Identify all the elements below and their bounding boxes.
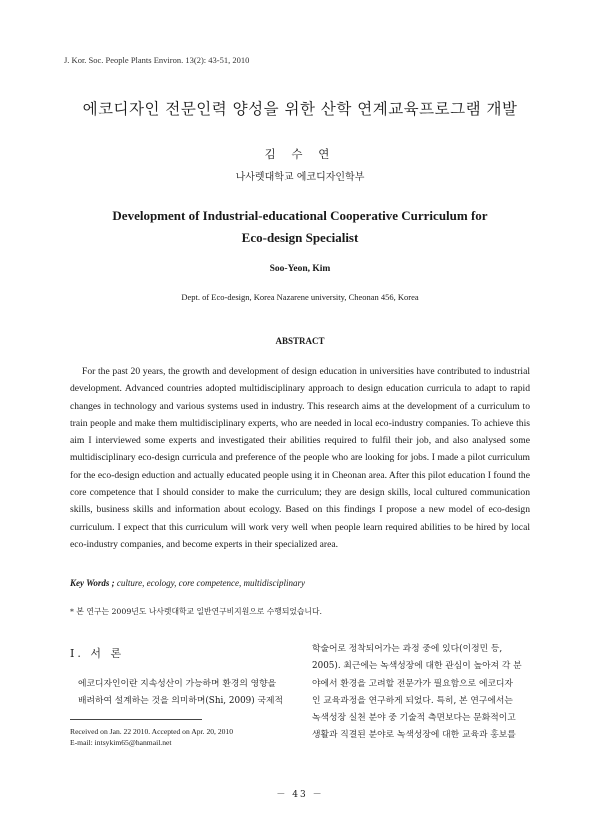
right-column-line: 2005). 최근에는 녹색성장에 대한 관심이 높아져 각 분	[312, 661, 522, 672]
english-title-line2: Eco-design Specialist	[241, 230, 359, 245]
email: E-mail: intsykim65@hanmail.net	[70, 738, 172, 747]
left-column	[78, 676, 316, 711]
abstract-body: For the past 20 years, the growth and development of design education in universities have contributed to industrial development. Advanced countries adopted multidisciplinary approach to design education curricula to adapt to rapid changes in technology and various systems used in industry. This research aims at the development of a curriculum to train people and make them multidisciplinary experts, who are needed in local eco-industry companies. To achieve this aim I interviewed some experts and investigated their abilities required to fulfil their job, and also analysed some multidisciplinary eco-design curricula and preference of the people who are looking for jobs. I made a pilot curriculum for the eco-design eduction and actually educated people using it in Cheonan area. After this pilot education I found the core competence that I should consider to make the curriculum; they are design skills, local cultured communication skills, business skills and information about ecology. Based on this findings I propose a new model of eco-design curriculum. I expect that this curriculum will work very well when people learn required abilities to be hired by local eco-industry companies, and become experts in their specialized area.	[70, 366, 530, 550]
english-affiliation: Dept. of Eco-design, Korea Nazarene university, Cheonan 456, Korea	[181, 292, 419, 302]
korean-affiliation: 나사렛대학교 에코디자인학부	[235, 172, 365, 183]
footnote-divider	[70, 719, 202, 720]
right-column-line: 인 교육과정을 연구하게 되었다. 특히, 본 연구에서는	[312, 695, 513, 706]
keywords-items: culture, ecology, core competence, multidisciplinary	[116, 578, 305, 588]
right-column-line: 학술어로 정착되어가는 과정 중에 있다(이정민 등,	[312, 644, 503, 654]
section-heading: Ⅰ. 서 론	[70, 647, 125, 660]
left-column-line: 에코디자인이란 지속성산이 가능하며 환경의 영향을	[78, 679, 277, 689]
page-number: － 43 －	[276, 790, 324, 800]
keywords-label: Key Words ;	[70, 578, 115, 588]
abstract-heading: ABSTRACT	[275, 336, 325, 346]
right-column	[312, 641, 532, 745]
english-author: Soo-Yeon, Kim	[269, 264, 331, 274]
left-column-line: 배려하여 설계하는 것을 의미하며(Shi, 2009) 국제적	[78, 696, 283, 707]
dates-footnote	[70, 726, 233, 748]
running-head: J. Kor. Soc. People Plants Environ. 13(2): 43-51, 2010	[64, 55, 250, 65]
korean-author: 김 수 연	[264, 147, 336, 161]
received-date: Received on Jan. 22 2010. Accepted on Apr. 20, 2010	[70, 727, 234, 736]
funding-footnote: * 본 연구는 2009년도 나사렛대학교 일반연구비지원으로 수행되었습니다.	[70, 607, 322, 616]
english-title	[0, 205, 600, 249]
english-title-line1: Development of Industrial-educational Cooperative Curriculum for	[112, 208, 488, 223]
right-column-line: 생활과 직결된 분야로 녹색성장에 대한 교육과 홍보를	[312, 730, 516, 741]
right-column-line: 녹색성장 실천 분야 중 기술적 측면보다는 문화적이고	[312, 713, 516, 724]
korean-title: 에코디자인 전문인력 양성을 위한 산학 연계교육프로그램 개발	[82, 100, 518, 118]
keywords	[70, 578, 305, 588]
right-column-line: 야에서 환경을 고려할 전문가가 필요함으로 에코디자	[312, 678, 513, 689]
